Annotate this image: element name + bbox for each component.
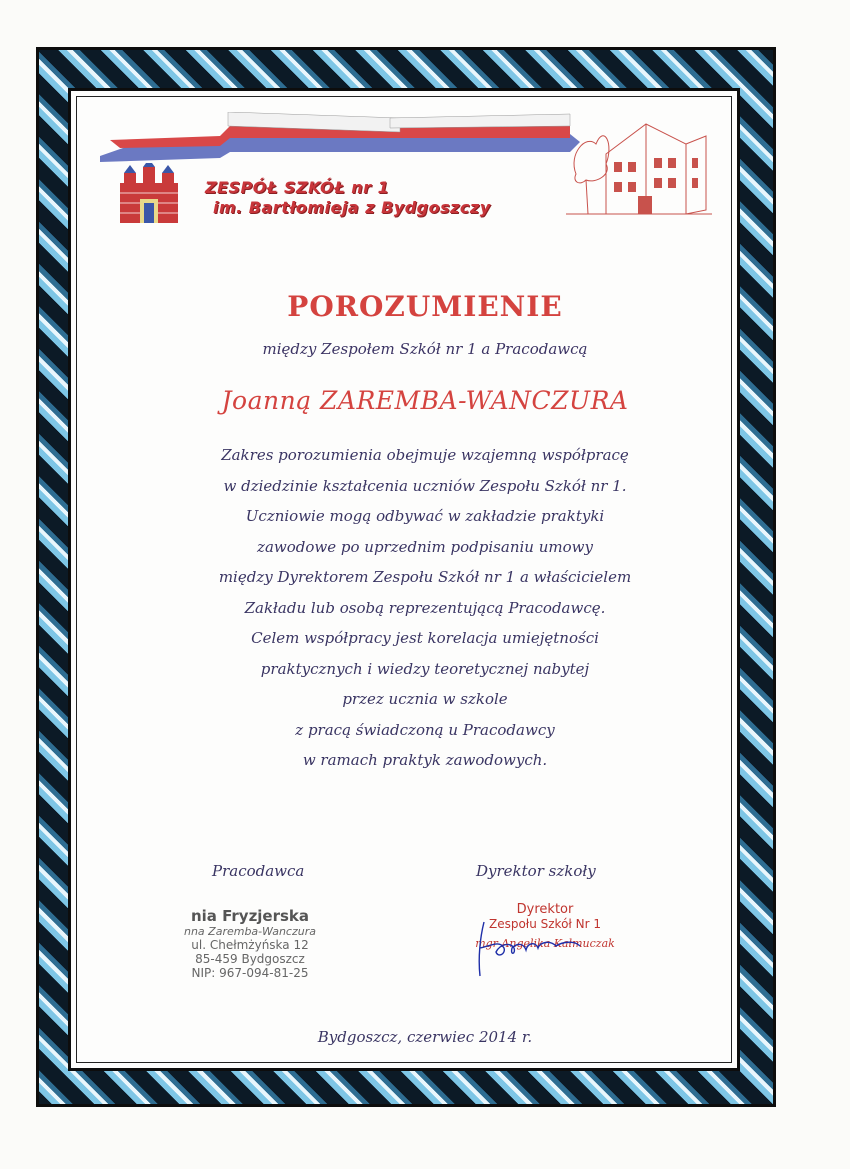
body-line: w ramach praktyk zawodowych. [302, 751, 548, 769]
body-line: Uczniowie mogą odbywać w zakładzie praktyki [245, 507, 605, 525]
body-line: praktycznych i wiedzy teoretycznej nabytej [260, 659, 590, 678]
employer-stamp-line: ul. Chełmżyńska 12 [191, 938, 309, 952]
city-crest-logo [118, 163, 180, 225]
school-name-line1: ZESPÓŁ SZKÓŁ nr 1 [205, 178, 390, 197]
school-name [205, 178, 491, 218]
document-subtitle: między Zespołem Szkół nr 1 a Pracodawcą [262, 340, 588, 358]
employer-name: Joanną ZAREMBA-WANCZURA [221, 386, 629, 415]
body-line: między Dyrektorem Zespołu Szkół nr 1 a właścicielem [218, 568, 632, 586]
body-line: Zakres porozumienia obejmuje wzajemną współpracę [221, 446, 629, 464]
director-signature-label: Dyrektor szkoły [476, 862, 596, 880]
document-title: POROZUMIENIE [287, 290, 563, 323]
director-handwritten-signature [470, 918, 590, 978]
agreement-body [0, 440, 850, 776]
school-building-illustration [566, 114, 712, 226]
employer-signature-label: Pracodawca [212, 862, 305, 880]
school-name-line2: im. Bartłomieja z Bydgoszczy [213, 198, 491, 217]
body-line: przez ucznia w szkole [342, 690, 508, 708]
body-line: w dziedzinie kształcenia uczniów Zespołu Szkół nr 1. [223, 476, 627, 495]
body-line: z pracą świadczoną u Pracodawcy [295, 720, 555, 739]
employer-stamp-line: NIP: 967-094-81-25 [191, 966, 309, 980]
employer-stamp-line: 85-459 Bydgoszcz [195, 952, 305, 966]
body-line: Celem współpracy jest korelacja umiejętności [251, 629, 599, 647]
director-stamp-line: Dyrektor [516, 902, 574, 917]
place-and-date: Bydgoszcz, czerwiec 2014 r. [317, 1028, 533, 1046]
director-stamp-line: Zespołu Szkół Nr 1 [488, 917, 601, 931]
employer-stamp [150, 907, 350, 980]
employer-stamp-line: nia Fryzjerska [190, 907, 310, 925]
employer-stamp-line: nna Zaremba-Wanczura [183, 925, 316, 938]
body-line: Zakładu lub osobą reprezentującą Pracodawcę. [244, 598, 606, 617]
body-line: zawodowe po uprzednim podpisaniu umowy [257, 537, 593, 556]
director-stamp-line: mgr Angelika Kałmuczak [475, 937, 615, 950]
